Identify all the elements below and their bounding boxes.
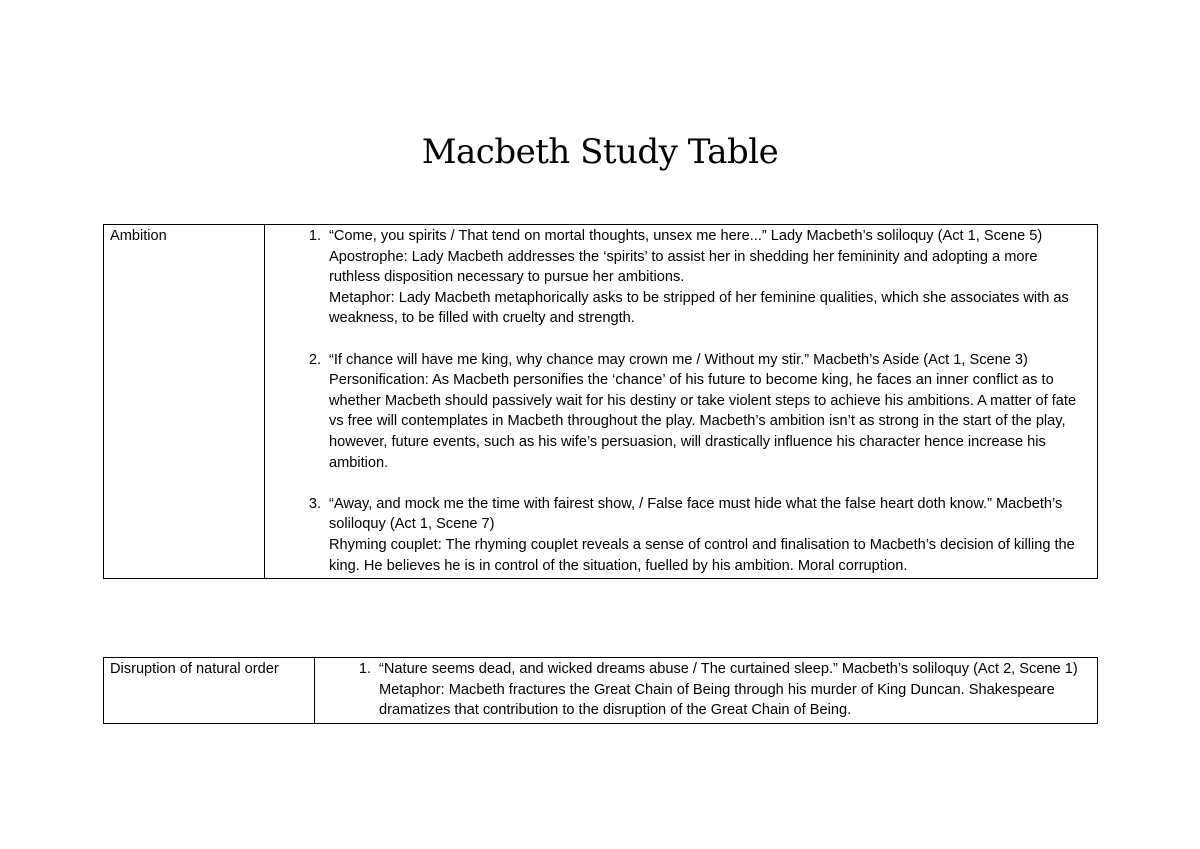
list-number: 1. [308, 228, 321, 244]
study-table-ambition [103, 224, 1098, 579]
page-title: Macbeth Study Table [421, 132, 779, 172]
entry-body [379, 659, 1091, 721]
list-number: 2. [308, 351, 321, 368]
theme-label: Disruption of natural order [110, 661, 279, 677]
entries-cell [265, 225, 1098, 579]
analysis-text: Metaphor: Lady Macbeth metaphorically asks to be stripped of her feminine qualities, which she associates with as weakness, to be filled with cruelty and strength. [329, 289, 1069, 327]
theme-cell [104, 658, 315, 724]
entry-body [329, 494, 1091, 576]
theme-cell [104, 225, 265, 579]
analysis-text: Rhyming couplet: The rhyming couplet reveals a sense of control and finalisation to Macbeth’s decision of killing the king. He believes he is in control of the situation, fuelled by his ambition. Moral corruption. [329, 536, 1075, 574]
analysis-text: Metaphor: Macbeth fractures the Great Chain of Being through his murder of King Duncan. Shakespeare dramatizes that contribution to the disruption of the Great Chain of Being. [379, 681, 1055, 719]
list-item [321, 659, 1091, 721]
list-item [271, 494, 1091, 576]
quote-text: “If chance will have me king, why chance may crown me / Without my stir.” Macbeth’s Aside (Act 1, Scene 3) [329, 351, 1028, 368]
entry-body [329, 350, 1091, 474]
entry-body [329, 226, 1091, 329]
list-item [271, 226, 1091, 329]
list-number: 3. [308, 495, 321, 512]
theme-label: Ambition [110, 228, 167, 244]
study-table-disruption [103, 657, 1098, 724]
table-row [104, 225, 1098, 579]
list-number: 1. [358, 661, 371, 677]
quote-text: “Away, and mock me the time with fairest show, / False face must hide what the false heart doth know.” Macbeth’s soliloquy (Act 1, Scene 7) [329, 495, 1063, 533]
analysis-text: Personification: As Macbeth personifies the ‘chance’ of his future to become king, he faces an inner conflict as to whether Macbeth should passively wait for his destiny or take violent steps to achieve his ambitions. A matter of fate vs free will contemplates in Macbeth throughout the play. Macbeth’s ambition isn’t as strong in the start of the play, however, future events, such as his wife’s persuasion, will drastically influence his character hence increase his ambition. [329, 372, 1077, 471]
entries-cell [315, 658, 1098, 724]
table-row [104, 658, 1098, 724]
analysis-text: Apostrophe: Lady Macbeth addresses the ‘spirits’ to assist her in shedding her femininity and adopting a more ruthless disposition necessary to pursue her ambitions. [329, 248, 1038, 286]
list-item [271, 350, 1091, 474]
quote-text: “Come, you spirits / That tend on mortal thoughts, unsex me here...” Lady Macbeth’s soliloquy (Act 1, Scene 5) [329, 228, 1043, 244]
quote-text: “Nature seems dead, and wicked dreams abuse / The curtained sleep.” Macbeth’s soliloquy (Act 2, Scene 1) [379, 661, 1078, 677]
